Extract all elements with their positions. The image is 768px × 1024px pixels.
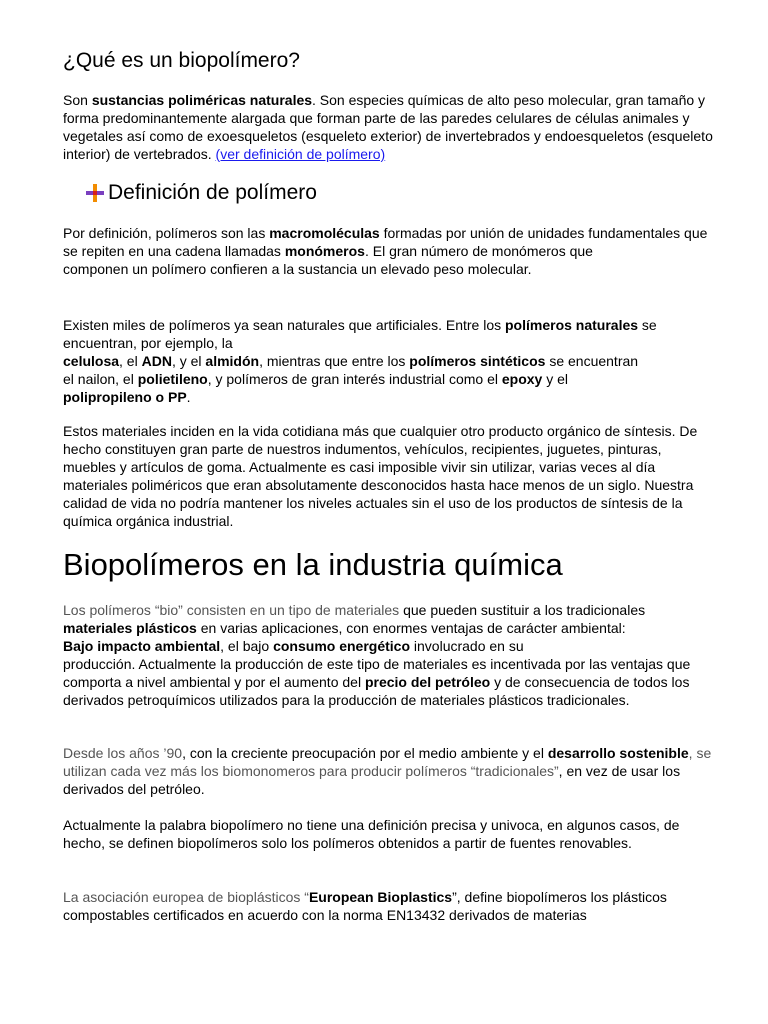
bold-text: sustancias poliméricas naturales	[91, 92, 313, 108]
bold-text: epoxy	[501, 371, 543, 387]
bold-text: Bajo impacto ambiental	[63, 638, 221, 654]
muted-text: La asociación europea de bioplásticos “	[63, 889, 309, 905]
muted-text: , se utilizan cada vez más los biomonomeros para producir polímeros “tradicionales”	[63, 745, 712, 779]
text: en varias aplicaciones, con enormes ventajas de carácter ambiental:	[196, 620, 626, 636]
section-title-que-es: ¿Qué es un biopolímero?	[63, 49, 300, 72]
bold-text: precio del petróleo	[364, 674, 491, 690]
text: , y polímeros de gran interés industrial como el	[207, 371, 502, 387]
text: .	[186, 389, 191, 405]
text: . El gran número de monómeros que	[364, 243, 593, 259]
muted-text: Los polímeros “bio” consisten en un tipo de materiales	[63, 602, 400, 618]
text: formadas por unión de unidades fundamentales que se repiten en una cadena llamadas	[63, 225, 708, 259]
text: , el bajo	[220, 638, 274, 654]
paragraph-intro	[63, 91, 713, 163]
definicion-heading	[85, 180, 317, 206]
paragraph-ejemplos	[63, 316, 713, 406]
text: y de consecuencia de todos los derivados petroquímicos utilizados para la producción de materiales plásticos tradicionales.	[63, 674, 690, 708]
bold-text: celulosa	[63, 353, 120, 369]
text: . Son especies químicas de alto peso molecular, gran tamaño y forma predominantemente alargada que forman parte de las paredes celulares de células animales y vegetales así como de exoesqueletos (esqueleto exterior) de invertebrados y endoesqueletos (esqueleto interior) de vertebrados.	[63, 92, 713, 162]
text: producción. Actualmente la producción de este tipo de materiales es incentivada por las ventajas que comporta a nivel ambiental y por el aumento del	[63, 656, 691, 690]
text: se encuentran	[545, 353, 639, 369]
bold-text: almidón	[205, 353, 260, 369]
text: involucrado en su	[410, 638, 524, 654]
text: ”, define biopolímeros los plásticos compostables certificados en acuerdo con la norma EN13432 derivados de materias	[63, 889, 667, 923]
bold-text: polietileno	[137, 371, 208, 387]
muted-text: Desde los años ’90	[63, 745, 183, 761]
text: que pueden sustituir a los tradicionales	[399, 602, 646, 618]
bold-text: polímeros naturales	[505, 317, 639, 333]
bold-text: monómeros	[284, 243, 365, 259]
text: y el	[542, 371, 569, 387]
text: componen un polímero confieren a la sustancia un elevado peso molecular.	[63, 261, 532, 277]
text: se encuentran, por ejemplo, la	[63, 317, 657, 351]
paragraph-bio-materiales	[63, 601, 713, 709]
paragraph-anos-90	[63, 744, 713, 798]
definicion-polimero-link[interactable]: (ver definición de polímero)	[215, 146, 386, 162]
text: Son	[63, 92, 92, 108]
text: Existen miles de polímeros ya sean naturales que artificiales. Entre los	[63, 317, 505, 333]
text: , mientras que entre los	[259, 353, 410, 369]
bullet-cross-icon	[85, 183, 105, 203]
text: , en vez de usar los derivados del petróleo.	[63, 763, 681, 797]
section-title-industria: Biopolímeros en la industria química	[63, 547, 563, 582]
bold-text: European Bioplastics	[308, 889, 453, 905]
paragraph-definicion	[63, 224, 713, 278]
bold-text: materiales plásticos	[63, 620, 197, 636]
bold-text: polímeros sintéticos	[409, 353, 546, 369]
paragraph-definicion-precisa: Actualmente la palabra biopolímero no tiene una definición precisa y univoca, en algunos casos, de hecho, se definen biopolímeros solo los polímeros obtenidos a partir de fuentes renovables.	[63, 817, 680, 851]
text: , el	[119, 353, 142, 369]
paragraph-vida-cotidiana: Estos materiales inciden en la vida cotidiana más que cualquier otro producto orgánico de síntesis. De hecho constituyen gran parte de nuestros indumentos, vehículos, recipientes, juguetes, pinturas, muebles y artículos de goma. Actualmente es casi imposible vivir sin utilizar, varias veces al día materiales poliméricos que eran absolutamente desconocidos hasta hace menos de un siglo. Nuestra calidad de vida no podría mantener los niveles actuales sin el uso de los productos de síntesis de la química orgánica industrial.	[63, 423, 698, 529]
bold-text: desarrollo sostenible	[547, 745, 689, 761]
text: , con la creciente preocupación por el medio ambiente y el	[182, 745, 548, 761]
bold-text: macromoléculas	[269, 225, 380, 241]
text: Por definición, polímeros son las	[63, 225, 270, 241]
section-title-definicion: Definición de polímero	[108, 181, 317, 204]
text: , y el	[171, 353, 206, 369]
bold-text: polipropileno o PP	[63, 389, 187, 405]
paragraph-european-bioplastics	[63, 888, 713, 924]
bold-text: ADN	[141, 353, 172, 369]
text: el nailon, el	[63, 371, 138, 387]
bold-text: consumo energético	[273, 638, 411, 654]
